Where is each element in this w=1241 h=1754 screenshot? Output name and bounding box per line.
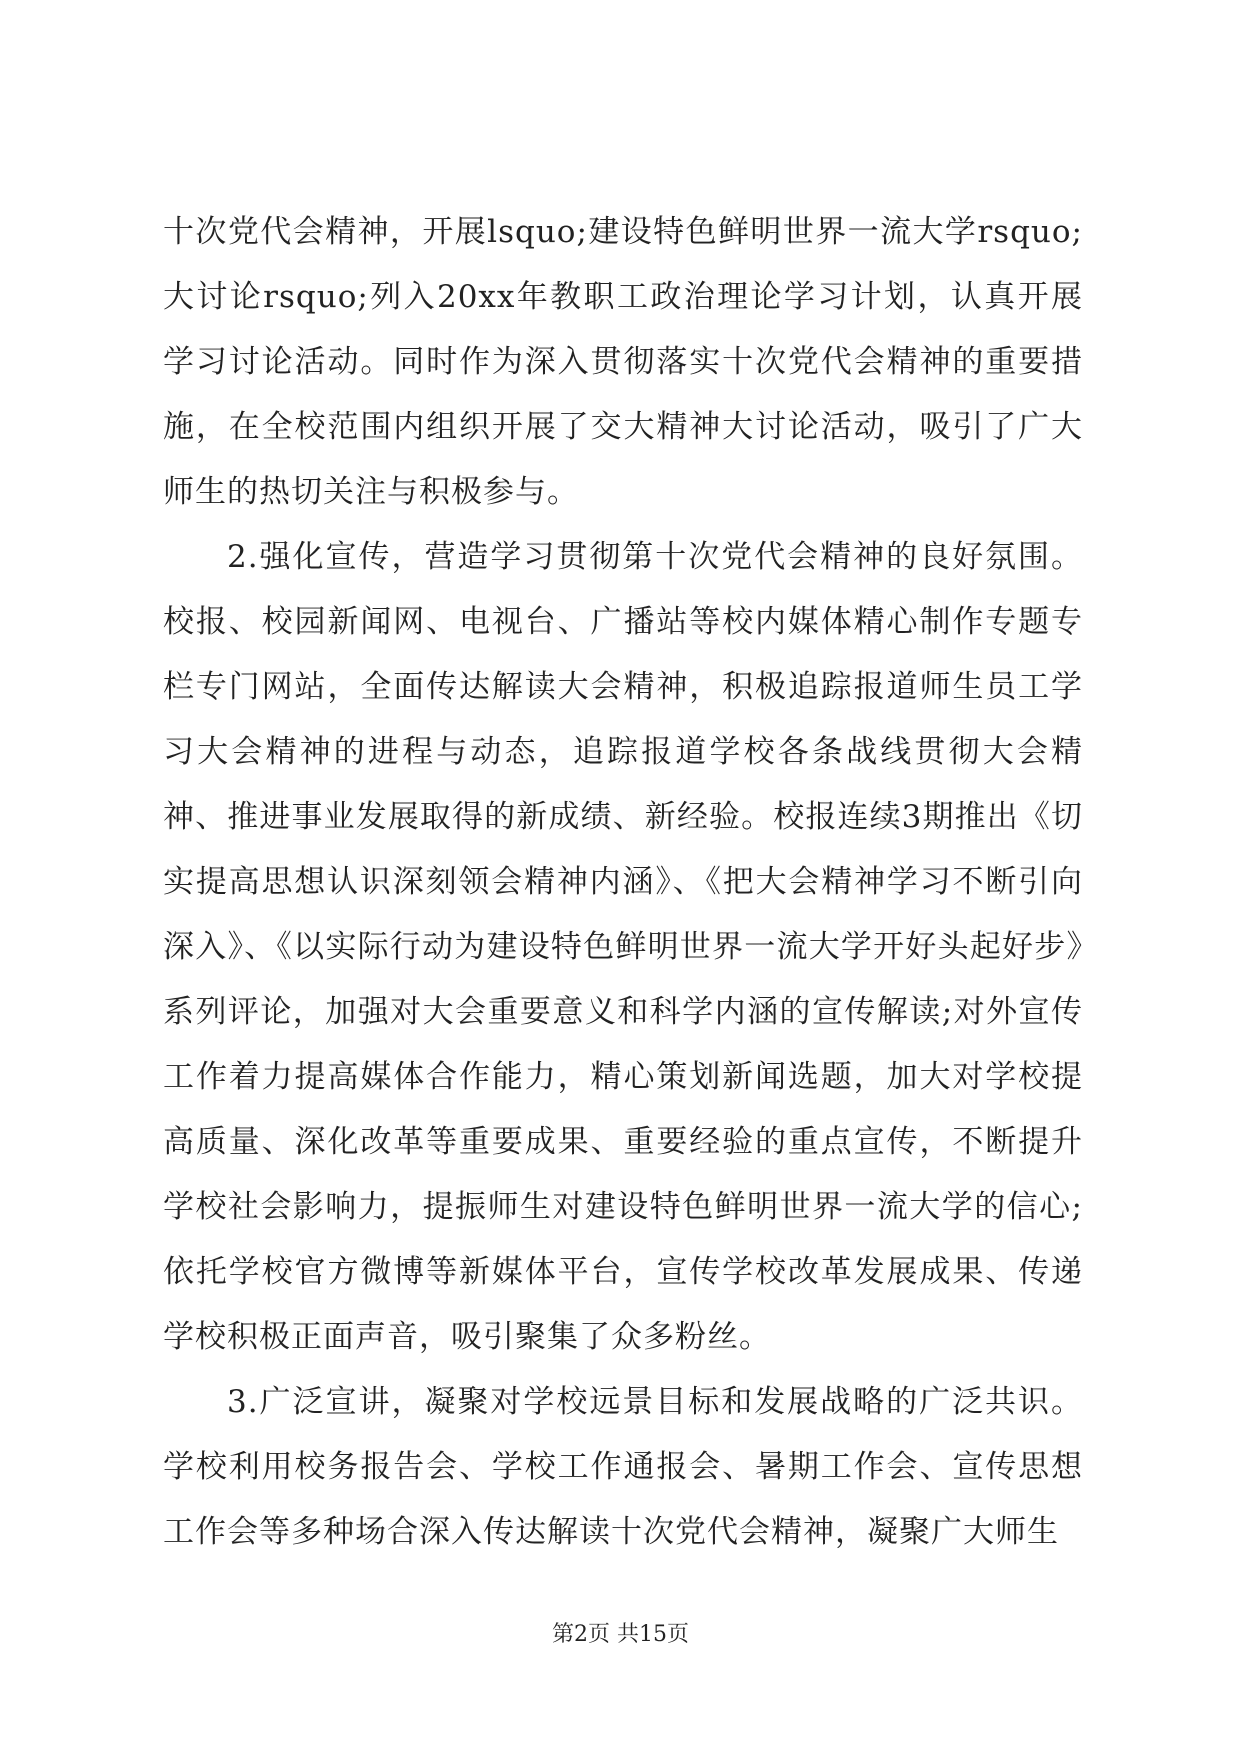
paragraph-continued: 十次党代会精神，开展lsquo;建设特色鲜明世界一流大学rsquo;大讨论rsquo;列入20xx年教职工政治理论学习计划，认真开展学习讨论活动。同时作为深入贯彻落实十次党代会精神的重要措施，在全校范围内组织开展了交大精神大讨论活动，吸引了广大师生的热切关注与积极参与。 — [163, 214, 1083, 510]
paragraph-section-3: 3.广泛宣讲，凝聚对学校远景目标和发展战略的广泛共识。学校利用校务报告会、学校工作通报会、暑期工作会、宣传思想工作会等多种场合深入传达解读十次党代会精神，凝聚广大师生 — [163, 1384, 1083, 1550]
page-number-footer: 第2页 共15页 — [552, 1622, 689, 1647]
document-body — [163, 200, 1083, 1565]
paragraph-section-2: 2.强化宣传，营造学习贯彻第十次党代会精神的良好氛围。校报、校园新闻网、电视台、广播站等校内媒体精心制作专题专栏专门网站，全面传达解读大会精神，积极追踪报道师生员工学习大会精神的进程与动态，追踪报道学校各条战线贯彻大会精神、推进事业发展取得的新成绩、新经验。校报连续3期推出《切实提高思想认识深刻领会精神内涵》、《把大会精神学习不断引向深入》、《以实际行动为建设特色鲜明世界一流大学开好头起好步》系列评论，加强对大会重要意义和科学内涵的宣传解读;对外宣传工作着力提高媒体合作能力，精心策划新闻选题，加大对学校提高质量、深化改革等重要成果、重要经验的重点宣传，不断提升学校社会影响力，提振师生对建设特色鲜明世界一流大学的信心;依托学校官方微博等新媒体平台，宣传学校改革发展成果、传递学校积极正面声音，吸引聚集了众多粉丝。 — [163, 539, 1083, 1355]
